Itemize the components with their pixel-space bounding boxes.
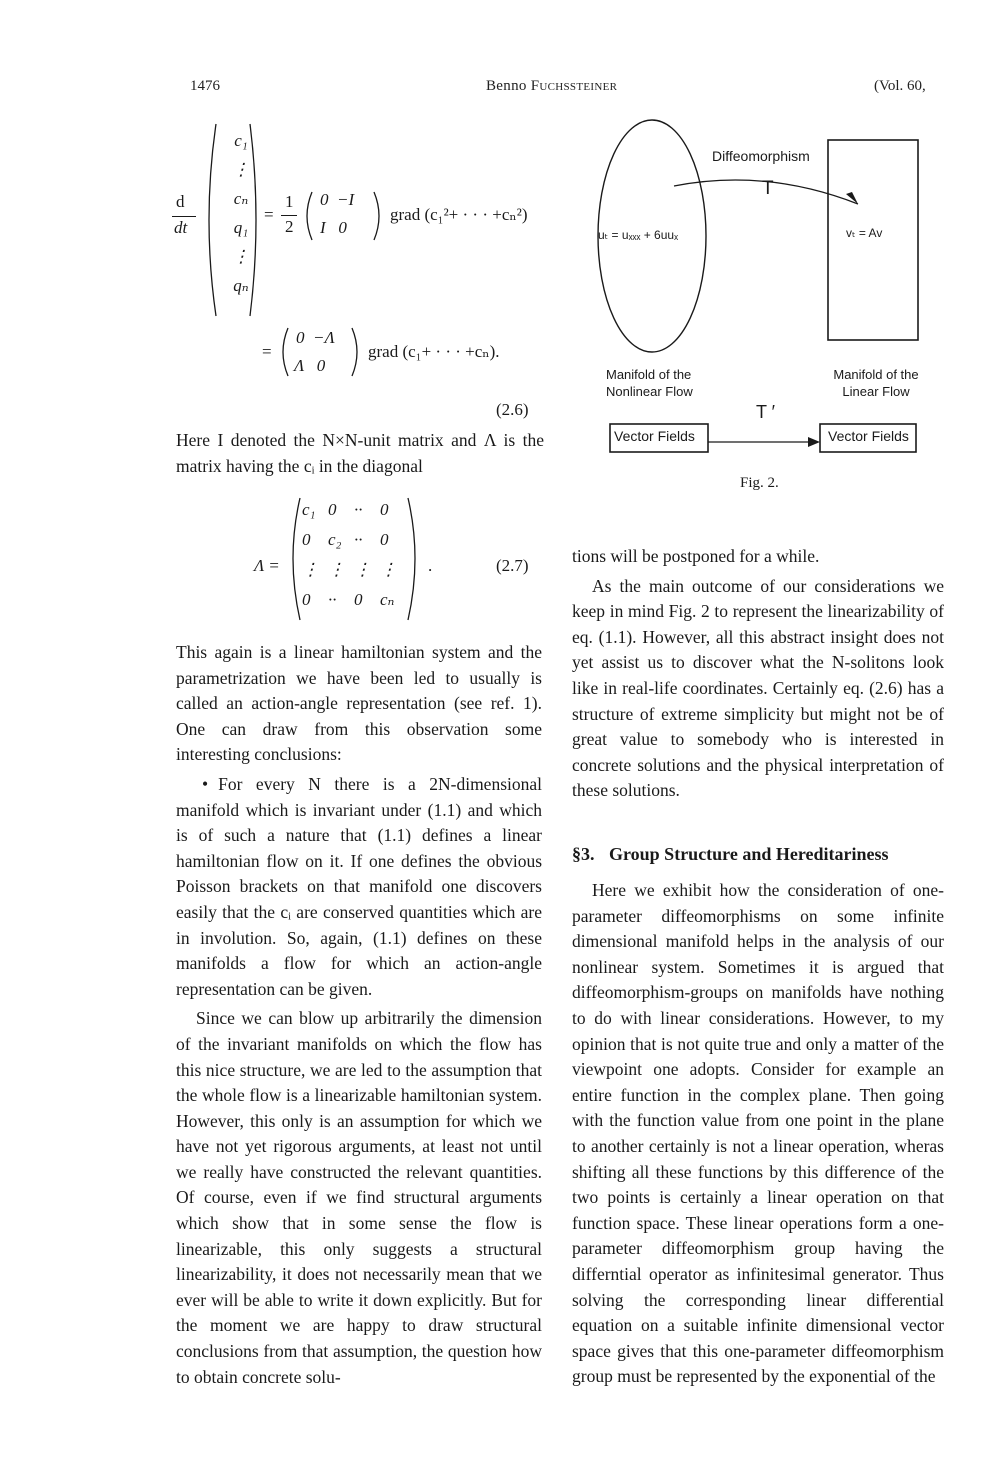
t-prime-arrowhead <box>808 437 820 447</box>
linear-equation: vₜ = Av <box>846 226 883 240</box>
m44: cₙ <box>380 590 395 609</box>
vec-c1: c₁ <box>234 131 248 150</box>
m14: 0 <box>380 500 389 519</box>
matrix-row-2 <box>302 530 406 560</box>
m22: c₂ <box>328 530 342 549</box>
para-here-we-exhibit: Here we exhibit how the consideration of one-parameter diffeomorphisms on some infinite dimensional manifold helps in the analysis of our nonlinear system. Sometimes it is argued that diffeomorphism-groups on manifolds have nothing to do with linear considerations. However, to my opinion that is not quite true and only a matter of the viewpoint one adopts. Consider for example an entire function in the complex plane. Then going with the function value from one point in the plane to another certainly is not a linear operation, wheras shifting all these functions by this difference of the two points is certainly a linear operation on that function space. These linear operations form a one-parameter diffeomorphism group having the differntial operator as infinitesimal generator. Thus solving the corresponding linear differential equation on a suitable infinite dimensional vector space gives that this one-parameter diffeomorphism group must be represented by the exponential of the <box>572 880 944 1387</box>
eq-equals-2: = <box>262 342 272 361</box>
vec-q1: q₁ <box>233 218 249 237</box>
vector-fields-right: Vector Fields <box>828 428 909 444</box>
eq-number-2-6: (2.6) <box>496 400 529 419</box>
vec-dots1: ⋮ <box>232 160 250 179</box>
lambda-matrix <box>302 500 406 620</box>
half-num: 1 <box>285 192 294 211</box>
t-prime-label: T ′ <box>756 402 776 422</box>
nonlinear-equation: uₜ = uₓₓₓ + 6uuₓ <box>598 228 679 242</box>
grad-2: grad (c₁+ · · · +cₙ). <box>368 342 500 361</box>
m32: ⋮ <box>328 560 345 579</box>
half-bar <box>281 215 297 216</box>
author-last: Fuchssteiner <box>530 78 618 94</box>
block2-row-1: 0 −Λ <box>296 328 335 347</box>
manifold-nonlinear-line2: Nonlinear Flow <box>606 384 693 399</box>
block-left-paren <box>307 192 312 240</box>
m43: 0 <box>354 590 363 609</box>
m12: 0 <box>328 500 337 519</box>
manifold-nonlinear-label <box>606 366 693 400</box>
para-bullet-manifold: • For every N there is a 2N-dimensional manifold which is invariant under (1.1) and which is of such a nature that (1.1) defines a linear hamiltonian flow on it. If one defines the obvious Poisson brackets on that manifold one discovers easily that the cᵢ are conserved quantities which are in involution. So, again, (1.1) defines on these manifolds a flow for which an action-angle representation can be given. <box>176 772 542 1002</box>
block-row-2: I 0 <box>320 218 347 237</box>
vector-fields-left: Vector Fields <box>614 428 695 444</box>
t-label: T <box>762 178 774 199</box>
para-tions-postponed: tions will be postponed for a while. <box>572 546 820 566</box>
right-column-text-1 <box>572 544 944 808</box>
eq-equals-1: = <box>264 205 274 224</box>
eq-number-2-7: (2.7) <box>496 556 529 575</box>
block-row-1: 0 −I <box>320 190 355 209</box>
right-column-text-2 <box>572 878 944 1394</box>
m31: ⋮ <box>302 560 319 579</box>
eq-d: d <box>176 192 185 211</box>
m33: ⋮ <box>354 560 371 579</box>
author-first: Benno <box>486 78 531 94</box>
page-number: 1476 <box>190 78 220 94</box>
diffeomorphism-label: Diffeomorphism <box>712 148 810 164</box>
half-den: 2 <box>285 217 294 236</box>
volume-label: (Vol. 60, <box>874 78 926 94</box>
eq-27-dot: . <box>428 556 433 575</box>
vec-qn: qₙ <box>233 276 249 295</box>
figure-caption: Fig. 2. <box>740 475 779 491</box>
matrix-row-4 <box>302 590 406 620</box>
m34: ⋮ <box>380 560 397 579</box>
eq-fraction-bar <box>172 216 196 217</box>
matrix-row-1 <box>302 500 406 530</box>
lambda-right-paren <box>408 498 415 620</box>
para-blow-up: Since we can blow up arbitrarily the dimension of the invariant manifolds on which the flow has this nice structure, we are led to the assumption that the whole flow is a linearizable hamiltonian system. However, this only is an assumption for which we have not yet rigorous arguments, at least not until we really have constructed the relevant quantities. Of course, even if we find structural arguments which show that in some sense the flow is linearizable, this only suggests a structural linearizability, it does not necessarily mean that we ever will be able to write it down explicitly. But for the moment we are happy to draw structural conclusions from that assumption, the question how to obtain concrete solu- <box>176 1008 542 1387</box>
m11: c₁ <box>302 500 316 519</box>
matrix-row-3 <box>302 560 406 590</box>
m24: 0 <box>380 530 389 549</box>
m41: 0 <box>302 590 311 609</box>
section-3-heading <box>572 844 889 865</box>
block2-left-paren <box>283 328 288 376</box>
manifold-linear-line1: Manifold of the <box>833 367 919 382</box>
section-3-number: §3. <box>572 844 595 864</box>
running-head <box>486 78 617 95</box>
lambda-left-paren <box>293 498 300 620</box>
block2-row-2: Λ 0 <box>294 356 326 375</box>
block-right-paren <box>374 192 379 240</box>
state-vector <box>226 126 256 300</box>
para-main-outcome: As the main outcome of our considerations we keep in mind Fig. 2 to represent the linearizability of eq. (1.1). However, all this abstract insight does not yet assist us to discover what the N-solitons look like in real-life coordinates. Certainly eq. (2.6) has a structure of extreme simplicity but might not be of great value to somebody who is interested in concrete solutions and the physical interpretation of these solutions. <box>572 575 944 801</box>
m23: ·· <box>354 530 363 549</box>
grad-1: grad (c₁²+ · · · +cₙ²) <box>390 205 528 224</box>
m42: ·· <box>328 590 337 609</box>
vec-dots2: ⋮ <box>232 247 250 266</box>
section-3-title: Group Structure and Hereditariness <box>609 844 889 864</box>
para-here-text: Here I denoted the N×N-unit matrix and Λ is the matrix having the cᵢ in the diagonal <box>176 430 544 476</box>
para-linear-hamiltonian: This again is a linear hamiltonian system and the parametrization we have been led to usually is called an action-angle representation (see ref. 1). One can draw from this observation some interesting conclusions: <box>176 642 542 765</box>
lambda-lhs: Λ = <box>254 556 280 575</box>
m21: 0 <box>302 530 311 549</box>
eq-dt: dt <box>174 218 188 237</box>
vec-cn: cₙ <box>233 189 249 208</box>
linear-manifold-box <box>828 140 918 340</box>
manifold-nonlinear-line1: Manifold of the <box>606 367 692 382</box>
manifold-linear-label <box>826 366 926 400</box>
block2-right-paren <box>352 328 357 376</box>
left-column-text <box>176 640 542 1394</box>
m13: ·· <box>354 500 363 519</box>
manifold-linear-line2: Linear Flow <box>842 384 910 399</box>
left-paren <box>209 124 216 316</box>
para-here-denoted <box>176 428 544 483</box>
